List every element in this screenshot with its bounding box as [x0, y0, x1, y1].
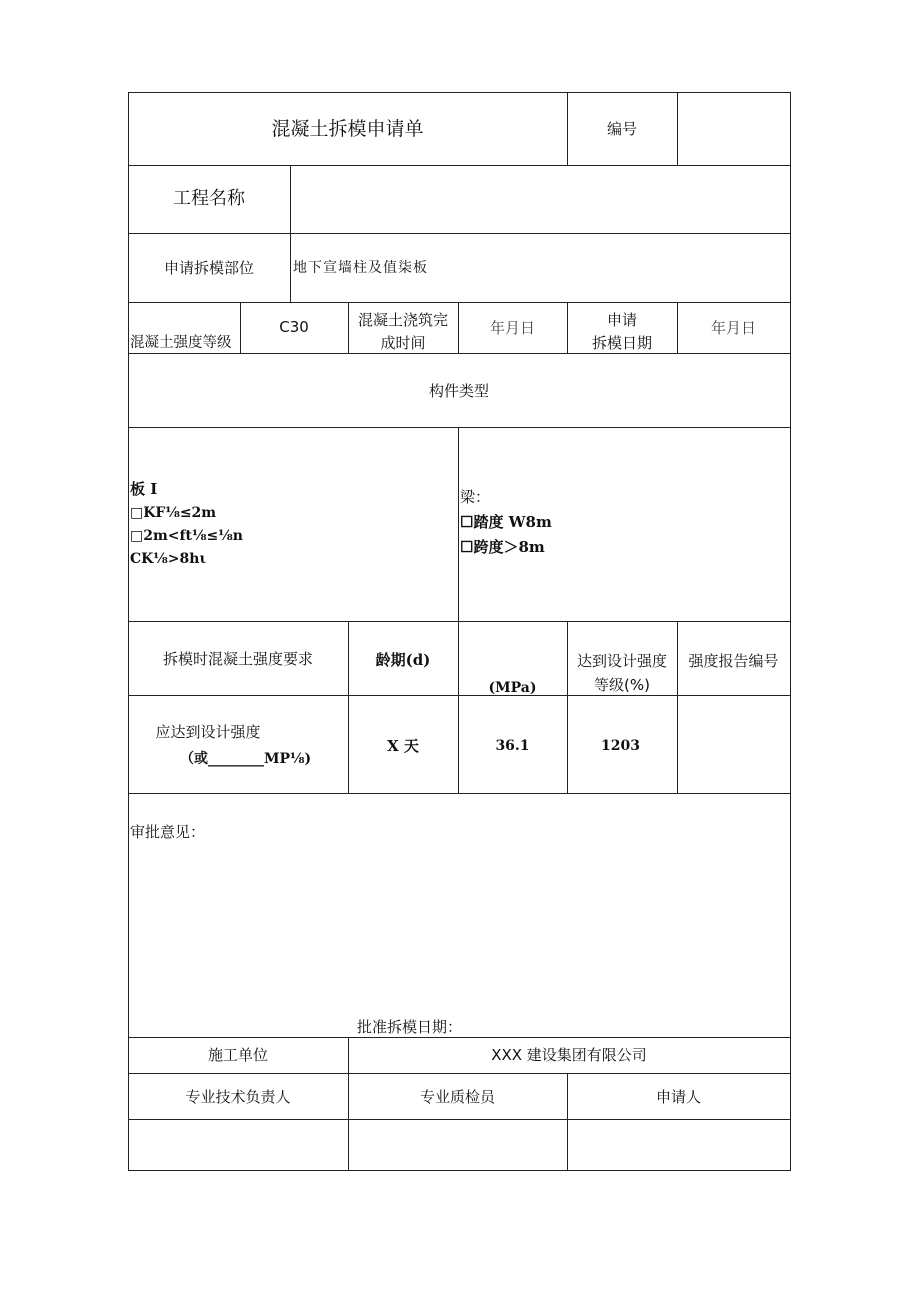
percent-value[interactable]: 1203: [601, 738, 640, 754]
beam-title: 梁：: [460, 488, 491, 506]
part-value[interactable]: 地下宣墙柱及值柒板: [293, 260, 428, 276]
slab-option-3[interactable]: CK⅛>8hι: [130, 551, 207, 567]
slab-title: 板 I: [130, 480, 158, 498]
pour-time-value[interactable]: 年月日: [489, 319, 535, 337]
row-divider: [128, 233, 791, 234]
applicant-signature[interactable]: [568, 1120, 790, 1170]
inspector-label: 专业质检员: [419, 1088, 495, 1106]
form-title: 混凝土拆模申请单: [271, 118, 424, 140]
strength-grade-label: 混凝土强度等级: [130, 335, 232, 351]
border-bottom: [128, 1170, 791, 1171]
component-type-label: 构件类型: [428, 382, 489, 400]
requirement-header: 拆模时混凝土强度要求: [162, 650, 313, 668]
border-left: [128, 92, 129, 1171]
apply-date-label-line1: 申请: [606, 311, 637, 329]
col-divider: [567, 621, 568, 793]
age-value[interactable]: X 天: [387, 737, 419, 755]
pour-time-label-line1: 混凝土浇筑完: [357, 311, 448, 329]
percent-header-line2: 等级(%): [594, 676, 650, 694]
row-divider: [128, 621, 791, 622]
row-divider: [128, 1037, 791, 1038]
col-divider: [677, 92, 678, 165]
row-divider: [128, 165, 791, 166]
part-label: 申请拆模部位: [163, 259, 254, 277]
report-number-header: 强度报告编号: [688, 652, 779, 670]
percent-header-line1: 达到设计强度: [576, 652, 667, 670]
approval-opinion-label: 审批意见：: [130, 823, 206, 841]
col-divider: [677, 621, 678, 793]
strength-grade-value[interactable]: C30: [279, 318, 309, 336]
apply-date-value[interactable]: 年月日: [710, 319, 756, 337]
requirement-row-label-line1: 应达到设计强度: [155, 723, 261, 741]
tech-lead-label: 专业技术负责人: [185, 1088, 291, 1106]
beam-option-2[interactable]: ☐跨度＞8m: [460, 538, 545, 556]
age-header: 龄期(d): [375, 651, 431, 669]
tech-lead-signature[interactable]: [129, 1120, 348, 1170]
inspector-signature[interactable]: [349, 1120, 567, 1170]
slab-option-1[interactable]: □KF⅛≤2m: [130, 505, 217, 521]
col-divider: [290, 165, 291, 302]
mpa-header: (MPa): [488, 680, 537, 696]
row-divider: [128, 427, 791, 428]
border-right: [790, 92, 791, 1171]
apply-date-label-line2: 拆模日期: [591, 334, 652, 352]
pour-time-label-line2: 成时间: [380, 334, 426, 352]
col-divider: [458, 621, 459, 793]
row-divider: [128, 793, 791, 794]
row-divider: [128, 1073, 791, 1074]
row-divider: [128, 353, 791, 354]
border-top: [128, 92, 791, 93]
slab-option-2[interactable]: □2m<ft⅛≤⅛n: [130, 528, 243, 544]
mpa-value[interactable]: 36.1: [495, 738, 530, 754]
applicant-label: 申请人: [655, 1088, 701, 1106]
contractor-value: XXX 建设集团有限公司: [491, 1046, 647, 1064]
number-label: 编号: [606, 120, 637, 138]
col-divider: [348, 621, 349, 793]
requirement-row-label-line2: （或________MP⅛): [180, 751, 312, 767]
contractor-label: 施工单位: [207, 1046, 268, 1064]
row-divider: [128, 302, 791, 303]
project-name-label: 工程名称: [173, 188, 245, 209]
beam-option-1[interactable]: ☐踏度 W8m: [460, 513, 552, 531]
approval-date-label: 批准拆模日期：: [357, 1018, 463, 1036]
col-divider: [458, 427, 459, 621]
